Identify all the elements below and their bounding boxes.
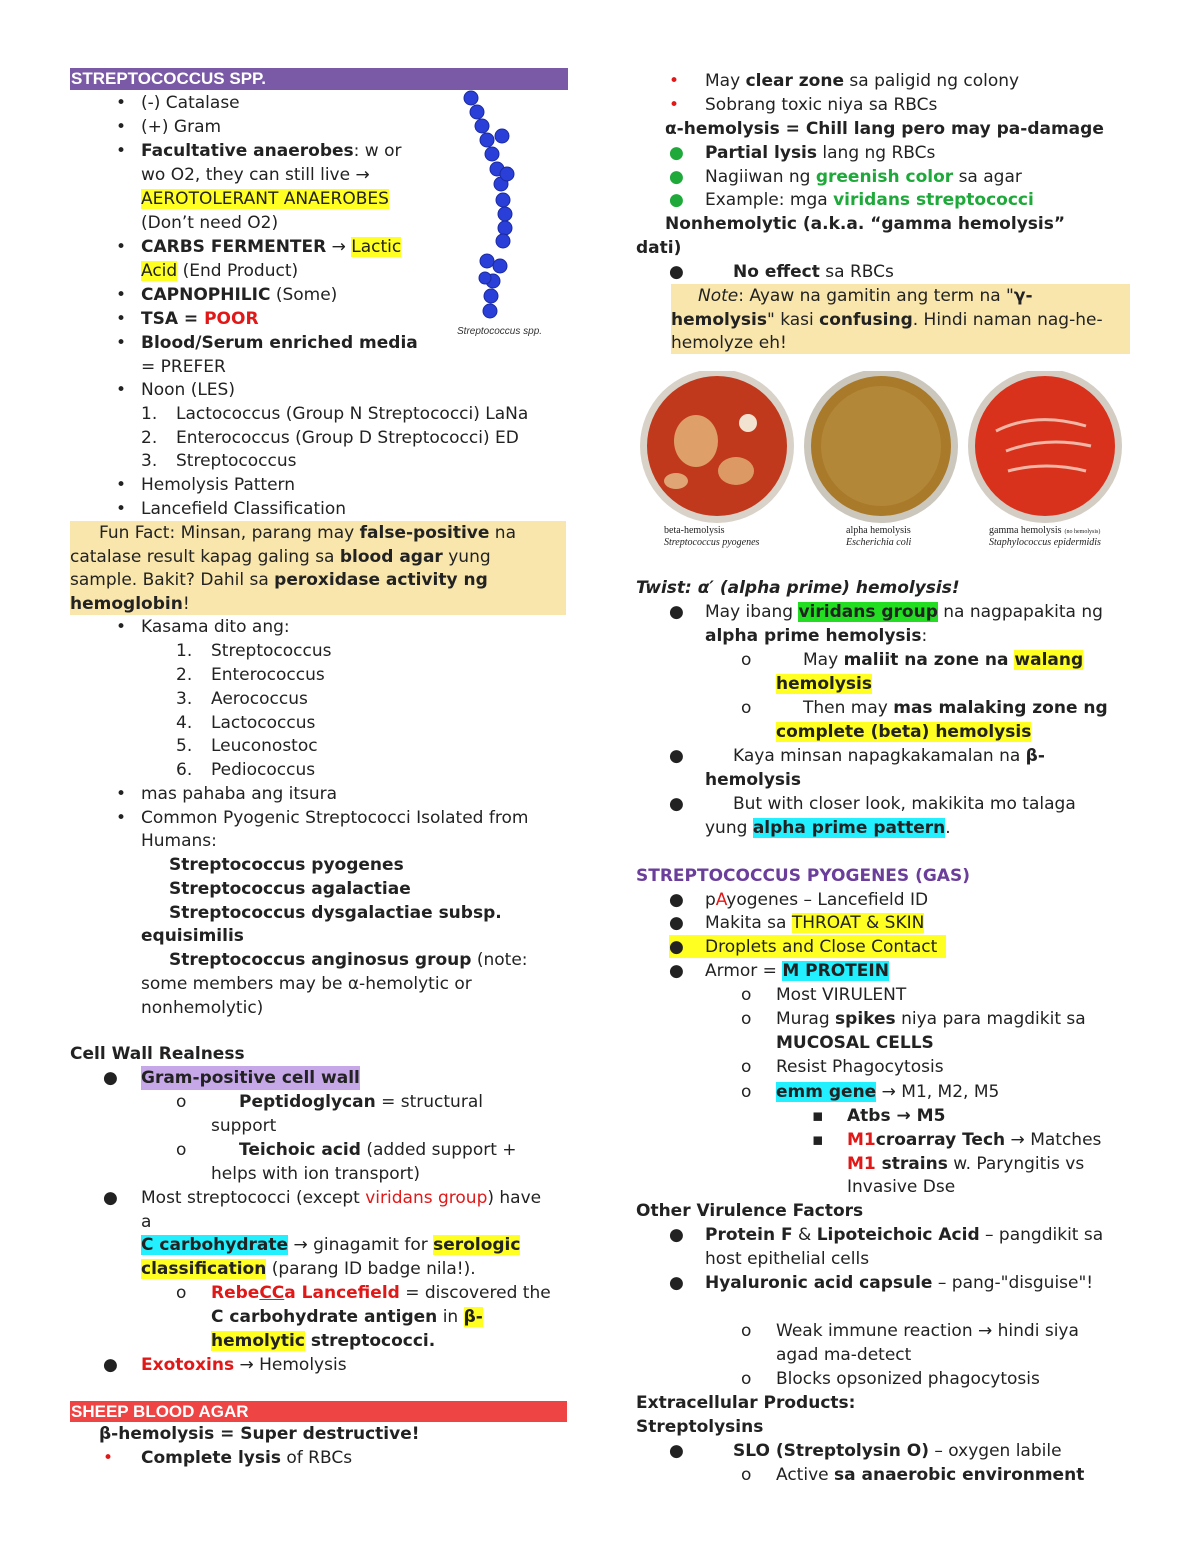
list-item: • Sobrang toxic niya sa RBCs [669, 95, 938, 115]
text-line: some members may be α-hemolytic or [141, 974, 472, 994]
text-line: Invasive Dse [847, 1177, 956, 1197]
sub-sub-item: ▪ Atbs → M5 [812, 1106, 946, 1126]
list-item: • TSA = POOR [116, 309, 259, 329]
sheep-blood-agar-header: SHEEP BLOOD AGAR [70, 1401, 567, 1422]
list-item: • (-) Catalase [116, 93, 240, 113]
list-item: ● Hyaluronic acid capsule – pang-"disguise"! [669, 1273, 1094, 1293]
left-column [70, 68, 567, 1468]
list-item: • Blood/Serum enriched media [116, 333, 418, 353]
sub-item: o Active sa anaerobic environment [741, 1465, 1085, 1485]
section-heading: Other Virulence Factors [636, 1201, 864, 1221]
text-line: AEROTOLERANT ANAEROBES [141, 189, 389, 209]
sub-item: o May maliit na zone na walang [741, 650, 1084, 670]
text-line: agad ma-detect [776, 1345, 912, 1365]
list-item: • May clear zone sa paligid ng colony [669, 71, 1020, 91]
numbered-item: 3. Streptococcus [141, 451, 297, 471]
list-item: • CAPNOPHILIC (Some) [116, 285, 338, 305]
text-line: nonhemolytic) [141, 998, 264, 1018]
section-heading: STREPTOCOCCUS PYOGENES (GAS) [636, 866, 970, 886]
species-item: equisimilis [141, 926, 244, 946]
numbered-item: 5. Leuconostoc [176, 736, 318, 756]
text-line: Acid (End Product) [141, 261, 299, 281]
list-item: • Kasama dito ang: [116, 617, 290, 637]
species-item: Streptococcus anginosus group (note: [169, 950, 528, 970]
list-item: • mas pahaba ang itsura [116, 784, 338, 804]
sub-sub-item: ▪ M1croarray Tech → Matches [812, 1130, 1102, 1150]
list-item: • Common Pyogenic Streptococci Isolated from [116, 808, 529, 828]
text-line: classification (parang ID badge nila!). [141, 1259, 476, 1279]
section-heading: Extracellular Products: [636, 1393, 856, 1413]
sub-item: o Peptidoglycan = structural [176, 1092, 483, 1112]
text-line: support [211, 1116, 277, 1136]
plate-gamma [968, 371, 1122, 523]
sub-item: o RebeCCa Lancefield = discovered the [176, 1283, 551, 1303]
sub-item: o Then may mas malaking zone ng [741, 698, 1108, 718]
list-item: • Hemolysis Pattern [116, 475, 295, 495]
list-item: ● Nagiiwan ng greenish color sa agar [669, 167, 1022, 187]
species-item: Streptococcus pyogenes [169, 855, 404, 875]
numbered-item: 2. Enterococcus (Group D Streptococci) ED [141, 428, 519, 448]
text-line: MUCOSAL CELLS [776, 1033, 934, 1053]
plate-beta [640, 371, 794, 523]
right-column [636, 69, 1130, 1487]
plate-label: alpha hemolysis [846, 525, 911, 536]
text-line: yung alpha prime pattern. [705, 818, 951, 838]
sub-item: o Teichoic acid (added support + [176, 1140, 517, 1160]
section-heading: β-hemolysis = Super destructive! [99, 1424, 420, 1444]
plate-label [989, 525, 1100, 536]
list-item: • CARBS FERMENTER → Lactic [116, 237, 402, 257]
list-item: ● No effect sa RBCs [669, 262, 894, 282]
list-item: • Facultative anaerobes: w or [116, 141, 402, 161]
text-line: alpha prime hemolysis: [705, 626, 928, 646]
numbered-item: 1. Lactococcus (Group N Streptococci) LaNa [141, 404, 529, 424]
text-line: wo O2, they can still live → [141, 165, 370, 185]
list-item: • Noon (LES) [116, 380, 235, 400]
numbered-item: 1. Streptococcus [176, 641, 332, 661]
streptococcus-spp-header: STREPTOCOCCUS SPP. [70, 68, 568, 90]
list-item: • (+) Gram [116, 117, 222, 137]
plate-organism: Streptococcus pyogenes [664, 537, 760, 548]
list-item: ● Exotoxins → Hemolysis [103, 1355, 347, 1375]
list-item: ● But with closer look, makikita mo talaga [669, 794, 1076, 814]
numbered-item: 4. Lactococcus [176, 713, 316, 733]
list-item: • Lancefield Classification [116, 499, 347, 519]
text-line: C carbohydrate → ginagamit for serologic [141, 1235, 521, 1255]
list-item: ● Gram-positive cell wall [103, 1068, 360, 1088]
text-line: M1 strains w. Paryngitis vs [847, 1154, 1085, 1174]
numbered-item: 2. Enterococcus [176, 665, 325, 685]
text-line: host epithelial cells [705, 1249, 870, 1269]
section-heading: Cell Wall Realness [70, 1044, 245, 1064]
list-item: ● Most streptococci (except viridans group) have [103, 1188, 542, 1208]
sub-item: o Most VIRULENT [741, 985, 907, 1005]
species-item: Streptococcus dysgalactiae subsp. [169, 903, 502, 923]
list-item: • Complete lysis of RBCs [103, 1448, 353, 1468]
plate-label-tag: (no hemolysis) [1064, 529, 1101, 535]
fun-fact-box: Fun Fact: Minsan, parang may false-positive na catalase result kapag galing sa blood agar yung sample. Bakit? Dahil sa peroxidase activity ng hemoglobin! [70, 521, 566, 615]
list-item: ● Protein F & Lipoteichoic Acid – pangdikit sa [669, 1225, 1104, 1245]
text-line: hemolysis [776, 674, 872, 694]
list-item: ● May ibang viridans group na nagpapakita ng [669, 602, 1103, 622]
section-heading: Twist: α′ (alpha prime) hemolysis! [636, 578, 960, 598]
species-item: Streptococcus agalactiae [169, 879, 411, 899]
sub-item: o Blocks opsonized phagocytosis [741, 1369, 1040, 1389]
text-line: a [141, 1212, 152, 1232]
section-heading: α-hemolysis = Chill lang pero may pa-damage [665, 119, 1104, 139]
sub-item: o Murag spikes niya para magdikit sa [741, 1009, 1086, 1029]
list-item: ● Partial lysis lang ng RBCs [669, 143, 936, 163]
text-line: Humans: [141, 831, 217, 851]
plate-label: beta-hemolysis [664, 525, 725, 536]
text-line: hemolysis [705, 770, 801, 790]
text-line: C carbohydrate antigen in β- [211, 1307, 483, 1327]
numbered-item: 6. Pediococcus [176, 760, 316, 780]
text-line: complete (beta) hemolysis [776, 722, 1032, 742]
section-heading: Nonhemolytic (a.k.a. “gamma hemolysis” [665, 214, 1066, 234]
note-box: Note: Ayaw na gamitin ang term na "γ- hemolysis" kasi confusing. Hindi naman nag-he- hemolyze eh! [671, 284, 1130, 354]
plate-label-name: gamma hemolysis [989, 525, 1062, 536]
text-line: = PREFER [141, 357, 226, 377]
list-item: ● SLO (Streptolysin O) – oxygen labile [669, 1441, 1062, 1461]
agar-plates-figure [636, 371, 1130, 556]
list-item: ● pAyogenes – Lancefield ID [669, 890, 929, 910]
list-item: ● Armor = M PROTEIN [669, 961, 889, 981]
text-line: hemolytic streptococci. [211, 1331, 436, 1351]
list-item: ● Droplets and Close Contact [636, 935, 1130, 959]
list-item: ● Kaya minsan napagkakamalan na β- [669, 746, 1045, 766]
text-line: (Don’t need O2) [141, 213, 279, 233]
section-heading: Streptolysins [636, 1417, 764, 1437]
list-item: ● Makita sa THROAT & SKIN [669, 913, 925, 933]
numbered-item: 3. Aerococcus [176, 689, 308, 709]
plate-organism: Escherichia coli [846, 537, 912, 548]
sub-item: o Resist Phagocytosis [741, 1057, 944, 1077]
section-heading: dati) [636, 238, 682, 258]
plate-organism: Staphylococcus epidermidis [989, 537, 1101, 548]
plate-alpha [804, 371, 958, 523]
figure-caption: Streptococcus spp. [457, 326, 543, 337]
sub-item: o Weak immune reaction → hindi siya [741, 1321, 1079, 1341]
sub-item: o emm gene → M1, M2, M5 [741, 1082, 1000, 1102]
list-item: ● Example: mga viridans streptococci [669, 190, 1034, 210]
text-line: helps with ion transport) [211, 1164, 420, 1184]
